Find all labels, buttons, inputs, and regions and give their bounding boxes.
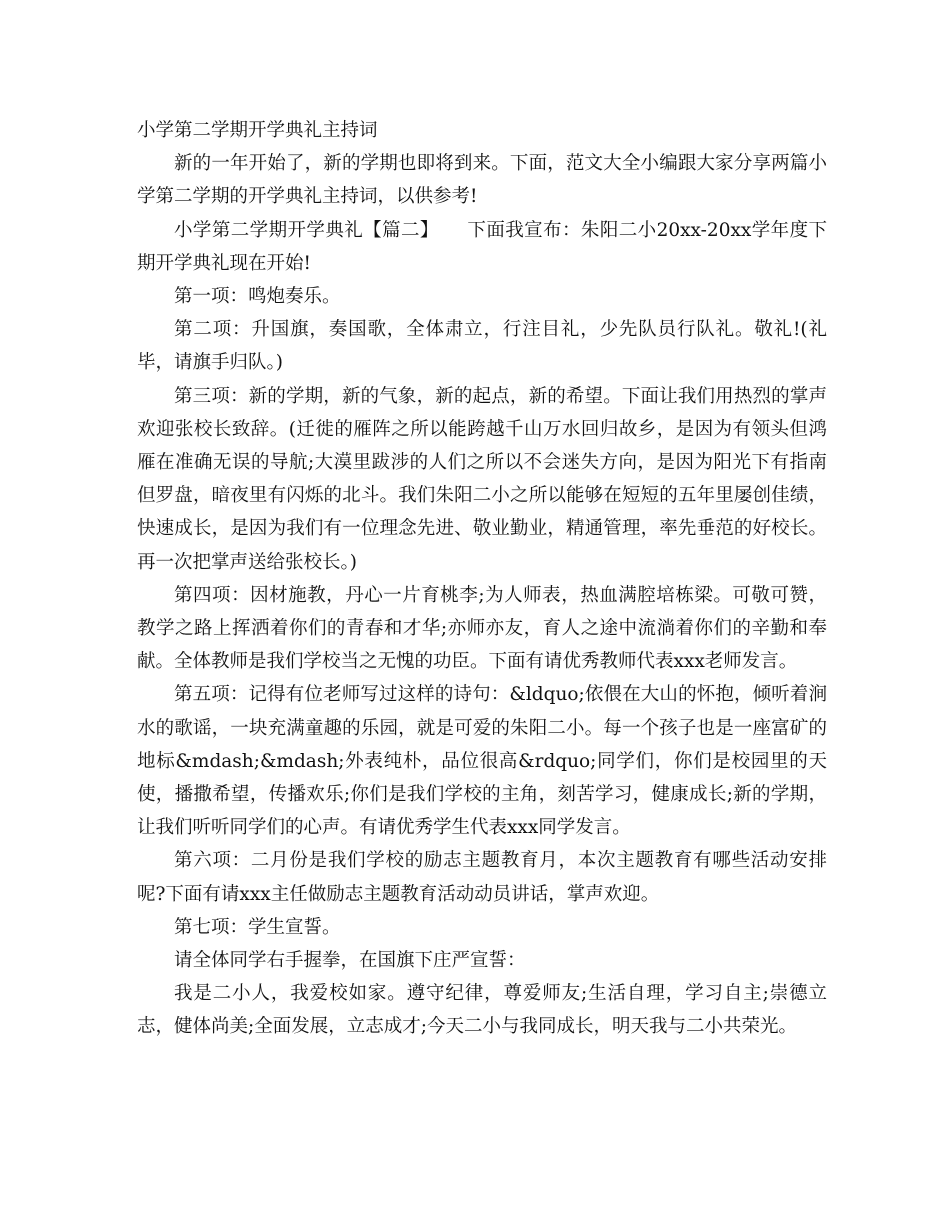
paragraph-announcement: 小学第二学期开学典礼【篇二】 下面我宣布：朱阳二小20xx-20xx学年度下期开学典礼现在开始! [137, 219, 827, 274]
paragraph-item-5: 第五项：记得有位老师写过这样的诗句：&ldquo;依偎在大山的怀抱，倾听着涧水的歌谣，一块充满童趣的乐园，就是可爱的朱阳二小。每一个孩子也是一座富矿的地标&mdash;&mdash;外表纯朴，品位很高&rdquo;同学们，你们是校园里的天使，播撒希望，传播欢乐;你们是我们学校的主角，刻苦学习，健康成长;新的学期，让我们听听同学们的心声。有请优秀学生代表xxx同学发言。 [137, 684, 827, 839]
paragraph-item-1: 第一项：鸣炮奏乐。 [174, 286, 341, 308]
paragraph-item-3: 第三项：新的学期，新的气象，新的起点，新的希望。下面让我们用热烈的掌声欢迎张校长致辞。(迁徙的雁阵之所以能跨越千山万水回归故乡，是因为有领头但鸿雁在准确无误的导航;大漠里跋涉的人们之所以不会迷失方向，是因为阳光下有指南但罗盘，暗夜里有闪烁的北斗。我们朱阳二小之所以能够在短短的五年里屡创佳绩，快速成长，是因为我们有一位理念先进、敬业勤业，精通管理，率先垂范的好校长。再一次把掌声送给张校长。) [137, 385, 827, 573]
document-title: 小学第二学期开学典礼主持词 [137, 120, 378, 141]
paragraph-item-2: 第二项：升国旗，奏国歌，全体肃立，行注目礼，少先队员行队礼。敬礼!(礼毕，请旗手归队。) [137, 319, 827, 374]
document-body [137, 114, 827, 1044]
paragraph-item-7: 第七项：学生宣誓。 [174, 916, 341, 938]
paragraph-item-4: 第四项：因材施教，丹心一片育桃李;为人师表，热血满腔培栋梁。可敬可赞，教学之路上挥洒着你们的青春和才华;亦师亦友，育人之途中流淌着你们的辛勤和奉献。全体教师是我们学校当之无愧的功臣。下面有请优秀教师代表xxx老师发言。 [137, 584, 827, 673]
paragraph-item-6: 第六项：二月份是我们学校的励志主题教育月，本次主题教育有哪些活动安排呢?下面有请xxx主任做励志主题教育活动动员讲话，掌声欢迎。 [137, 850, 827, 905]
paragraph-intro: 新的一年开始了，新的学期也即将到来。下面，范文大全小编跟大家分享两篇小学第二学期的开学典礼主持词，以供参考! [137, 153, 827, 208]
paragraph-oath-text: 我是二小人，我爱校如家。遵守纪律，尊爱师友;生活自理，学习自主;崇德立志，健体尚美;全面发展，立志成才;今天二小与我同成长，明天我与二小共荣光。 [137, 983, 827, 1038]
paragraph-oath-instruction: 请全体同学右手握拳，在国旗下庄严宣誓： [174, 950, 526, 972]
